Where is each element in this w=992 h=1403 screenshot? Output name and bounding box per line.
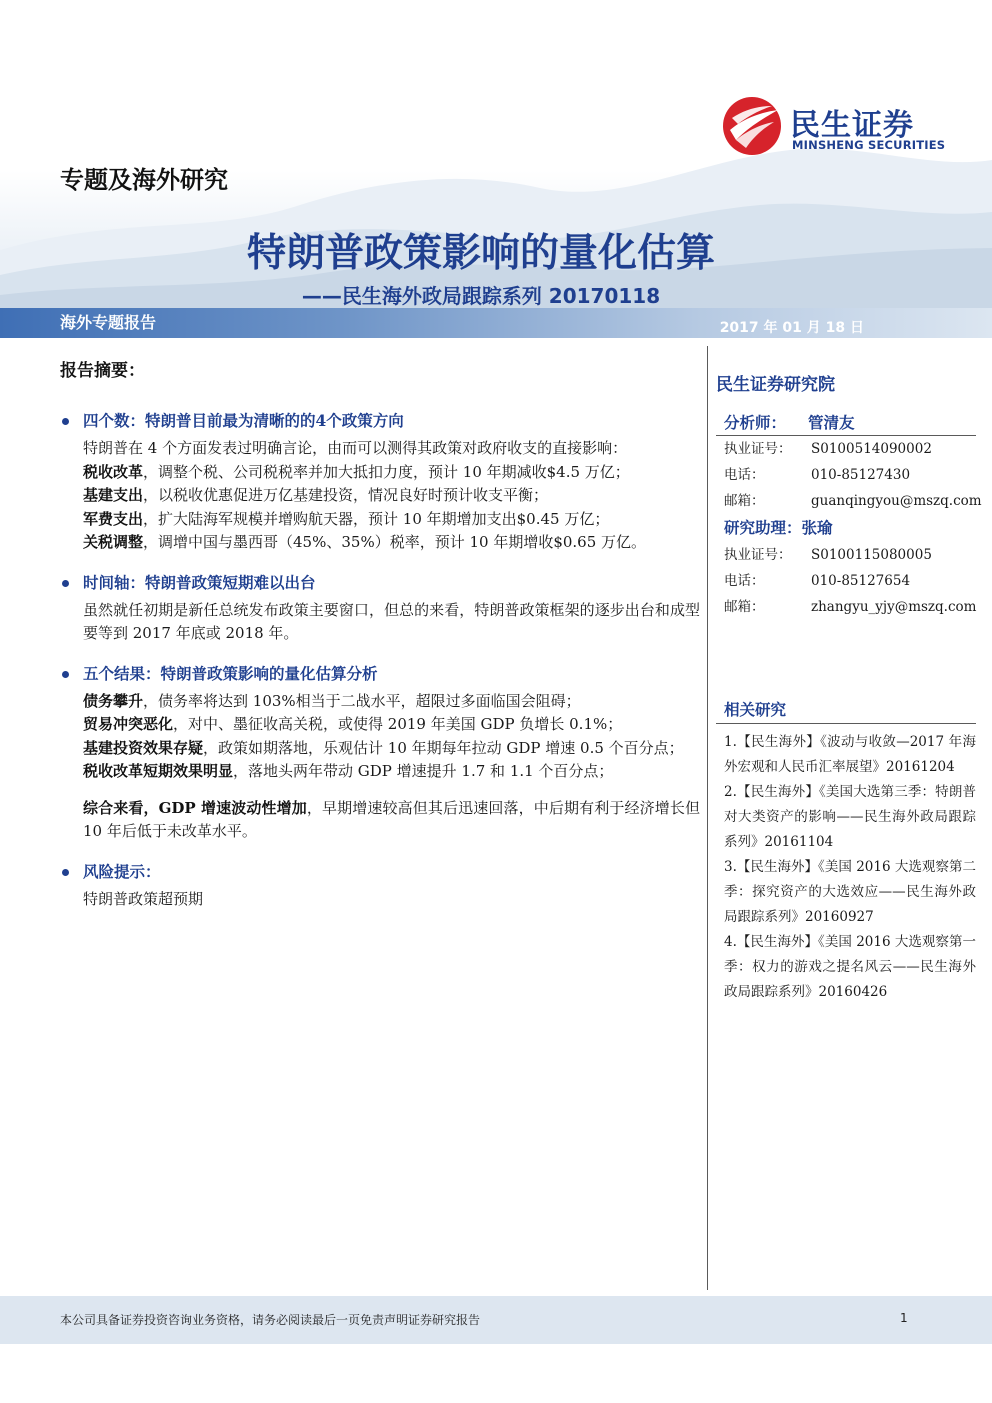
analyst-header: 分析师： 管清友 — [716, 410, 976, 436]
section-timeline — [60, 571, 700, 646]
abstract — [60, 356, 700, 927]
section-heading: 风险提示： — [60, 860, 700, 884]
abstract-heading: 报告摘要： — [60, 361, 145, 381]
section-text: 虽然就任初期是新任总统发布政策主要窗口，但总的来看，特朗普政策框架的逐步出台和成型要等到 2017 年底或 2018 年。 — [83, 600, 700, 642]
report-type: 海外专题报告 — [60, 313, 157, 332]
section-heading: 四个数：特朗普目前最为清晰的的4个政策方向 — [60, 409, 700, 433]
list-item: 债务攀升，债务率将达到 103%相当于二战水平，超限过多面临国会阻碍； — [83, 691, 581, 710]
assistant-license: 执业证号： S0100115080005 — [724, 547, 932, 563]
page-number: 1 — [900, 1311, 908, 1325]
footer-disclaimer: 本公司具备证券投资咨询业务资格，请务必阅读最后一页免责声明证券研究报告 — [60, 1313, 481, 1327]
report-date: 2017 年 01 月 18 日 — [719, 320, 864, 336]
assistant-phone: 电话： 010-85127654 — [724, 573, 911, 589]
section-body — [60, 599, 700, 646]
section-risk — [60, 860, 700, 912]
report-title: 特朗普政策影响的量化估算 — [246, 231, 715, 276]
related-item[interactable]: 4.【民生海外】《美国 2016 大选观察第一季：权力的游戏之提名风云——民生海外政局跟踪系列》20160426 — [724, 934, 976, 1000]
list-item: 税收改革，调整个税、公司税税率并加大抵扣力度，预计 10 年期减收$4.5 万亿； — [83, 462, 630, 481]
section-intro: 特朗普在 4 个方面发表过明确言论，由而可以测得其政策对政府收支的直接影响： — [83, 439, 628, 457]
summary-text: 综合来看，GDP 增速波动性增加，早期增速较高但其后迅速回落，中后期有利于经济增长但 10 年后低于未改革水平。 — [83, 798, 700, 840]
analyst-email[interactable]: 邮箱： guanqingyou@mszq.com — [724, 493, 982, 509]
list-item: 基建投资效果存疑，政策如期落地，乐观估计 10 年期每年拉动 GDP 增速 0.5 个百分点； — [83, 738, 684, 757]
list-item: 关税调整，调增中国与墨西哥（45%、35%）税率，预计 10 年期增收$0.65 万亿。 — [83, 533, 647, 551]
column-divider — [707, 346, 708, 1290]
list-item: 税收改革短期效果明显，落地头两年带动 GDP 增速提升 1.7 和 1.1 个百分点； — [83, 762, 614, 780]
analyst-license: 执业证号： S0100514090002 — [724, 441, 932, 457]
assistant-email[interactable]: 邮箱： zhangyu_yjy@mszq.com — [724, 599, 977, 615]
logo-name-en: MINSHENG SECURITIES — [792, 138, 946, 152]
section-four-numbers — [60, 409, 700, 555]
section-body — [60, 437, 700, 555]
section-text: 特朗普政策超预期 — [83, 889, 204, 908]
list-item: 基建支出，以税收优惠促进万亿基建投资，情况良好时预计收支平衡； — [83, 486, 549, 504]
section-body — [60, 888, 700, 912]
report-subtitle: ——民生海外政局跟踪系列 20170118 — [301, 284, 661, 308]
section-heading: 五个结果：特朗普政策影响的量化估算分析 — [60, 662, 700, 686]
institute-name: 民生证券研究院 — [716, 375, 835, 395]
related-research-heading: 相关研究 — [716, 696, 976, 724]
related-research-list — [724, 730, 976, 1005]
analyst-phone: 电话： 010-85127430 — [724, 467, 911, 483]
related-item[interactable]: 1.【民生海外】《波动与收敛—2017 年海外宏观和人民币汇率展望》20161204 — [724, 734, 976, 775]
related-item[interactable]: 3.【民生海外】《美国 2016 大选观察第二季：探究资产的大选效应——民生海外政局跟踪系列》20160927 — [724, 859, 976, 925]
analyst-sidebar — [716, 370, 982, 620]
section-body — [60, 690, 700, 844]
assistant-name: 张瑜 — [801, 518, 833, 537]
section-five-results — [60, 662, 700, 844]
related-item[interactable]: 2.【民生海外】《美国大选第三季：特朗普对大类资产的影响——民生海外政局跟踪系列》20161104 — [724, 784, 976, 850]
minsheng-logo — [722, 96, 962, 156]
analyst-name: 管清友 — [808, 413, 855, 432]
assistant-header: 研究助理：张瑜 — [724, 518, 833, 537]
list-item: 贸易冲突恶化，对中、墨征收高关税，或使得 2019 年美国 GDP 负增长 0.1%； — [83, 715, 623, 733]
list-item: 军费支出，扩大陆海军规模并增购航天器，预计 10 年期增加支出$0.45 万亿； — [83, 509, 610, 528]
report-category: 专题及海外研究 — [60, 166, 228, 194]
logo-emblem-icon — [722, 96, 782, 156]
section-heading: 时间轴：特朗普政策短期难以出台 — [60, 571, 700, 595]
logo-name-cn: 民生证券 — [790, 108, 914, 143]
